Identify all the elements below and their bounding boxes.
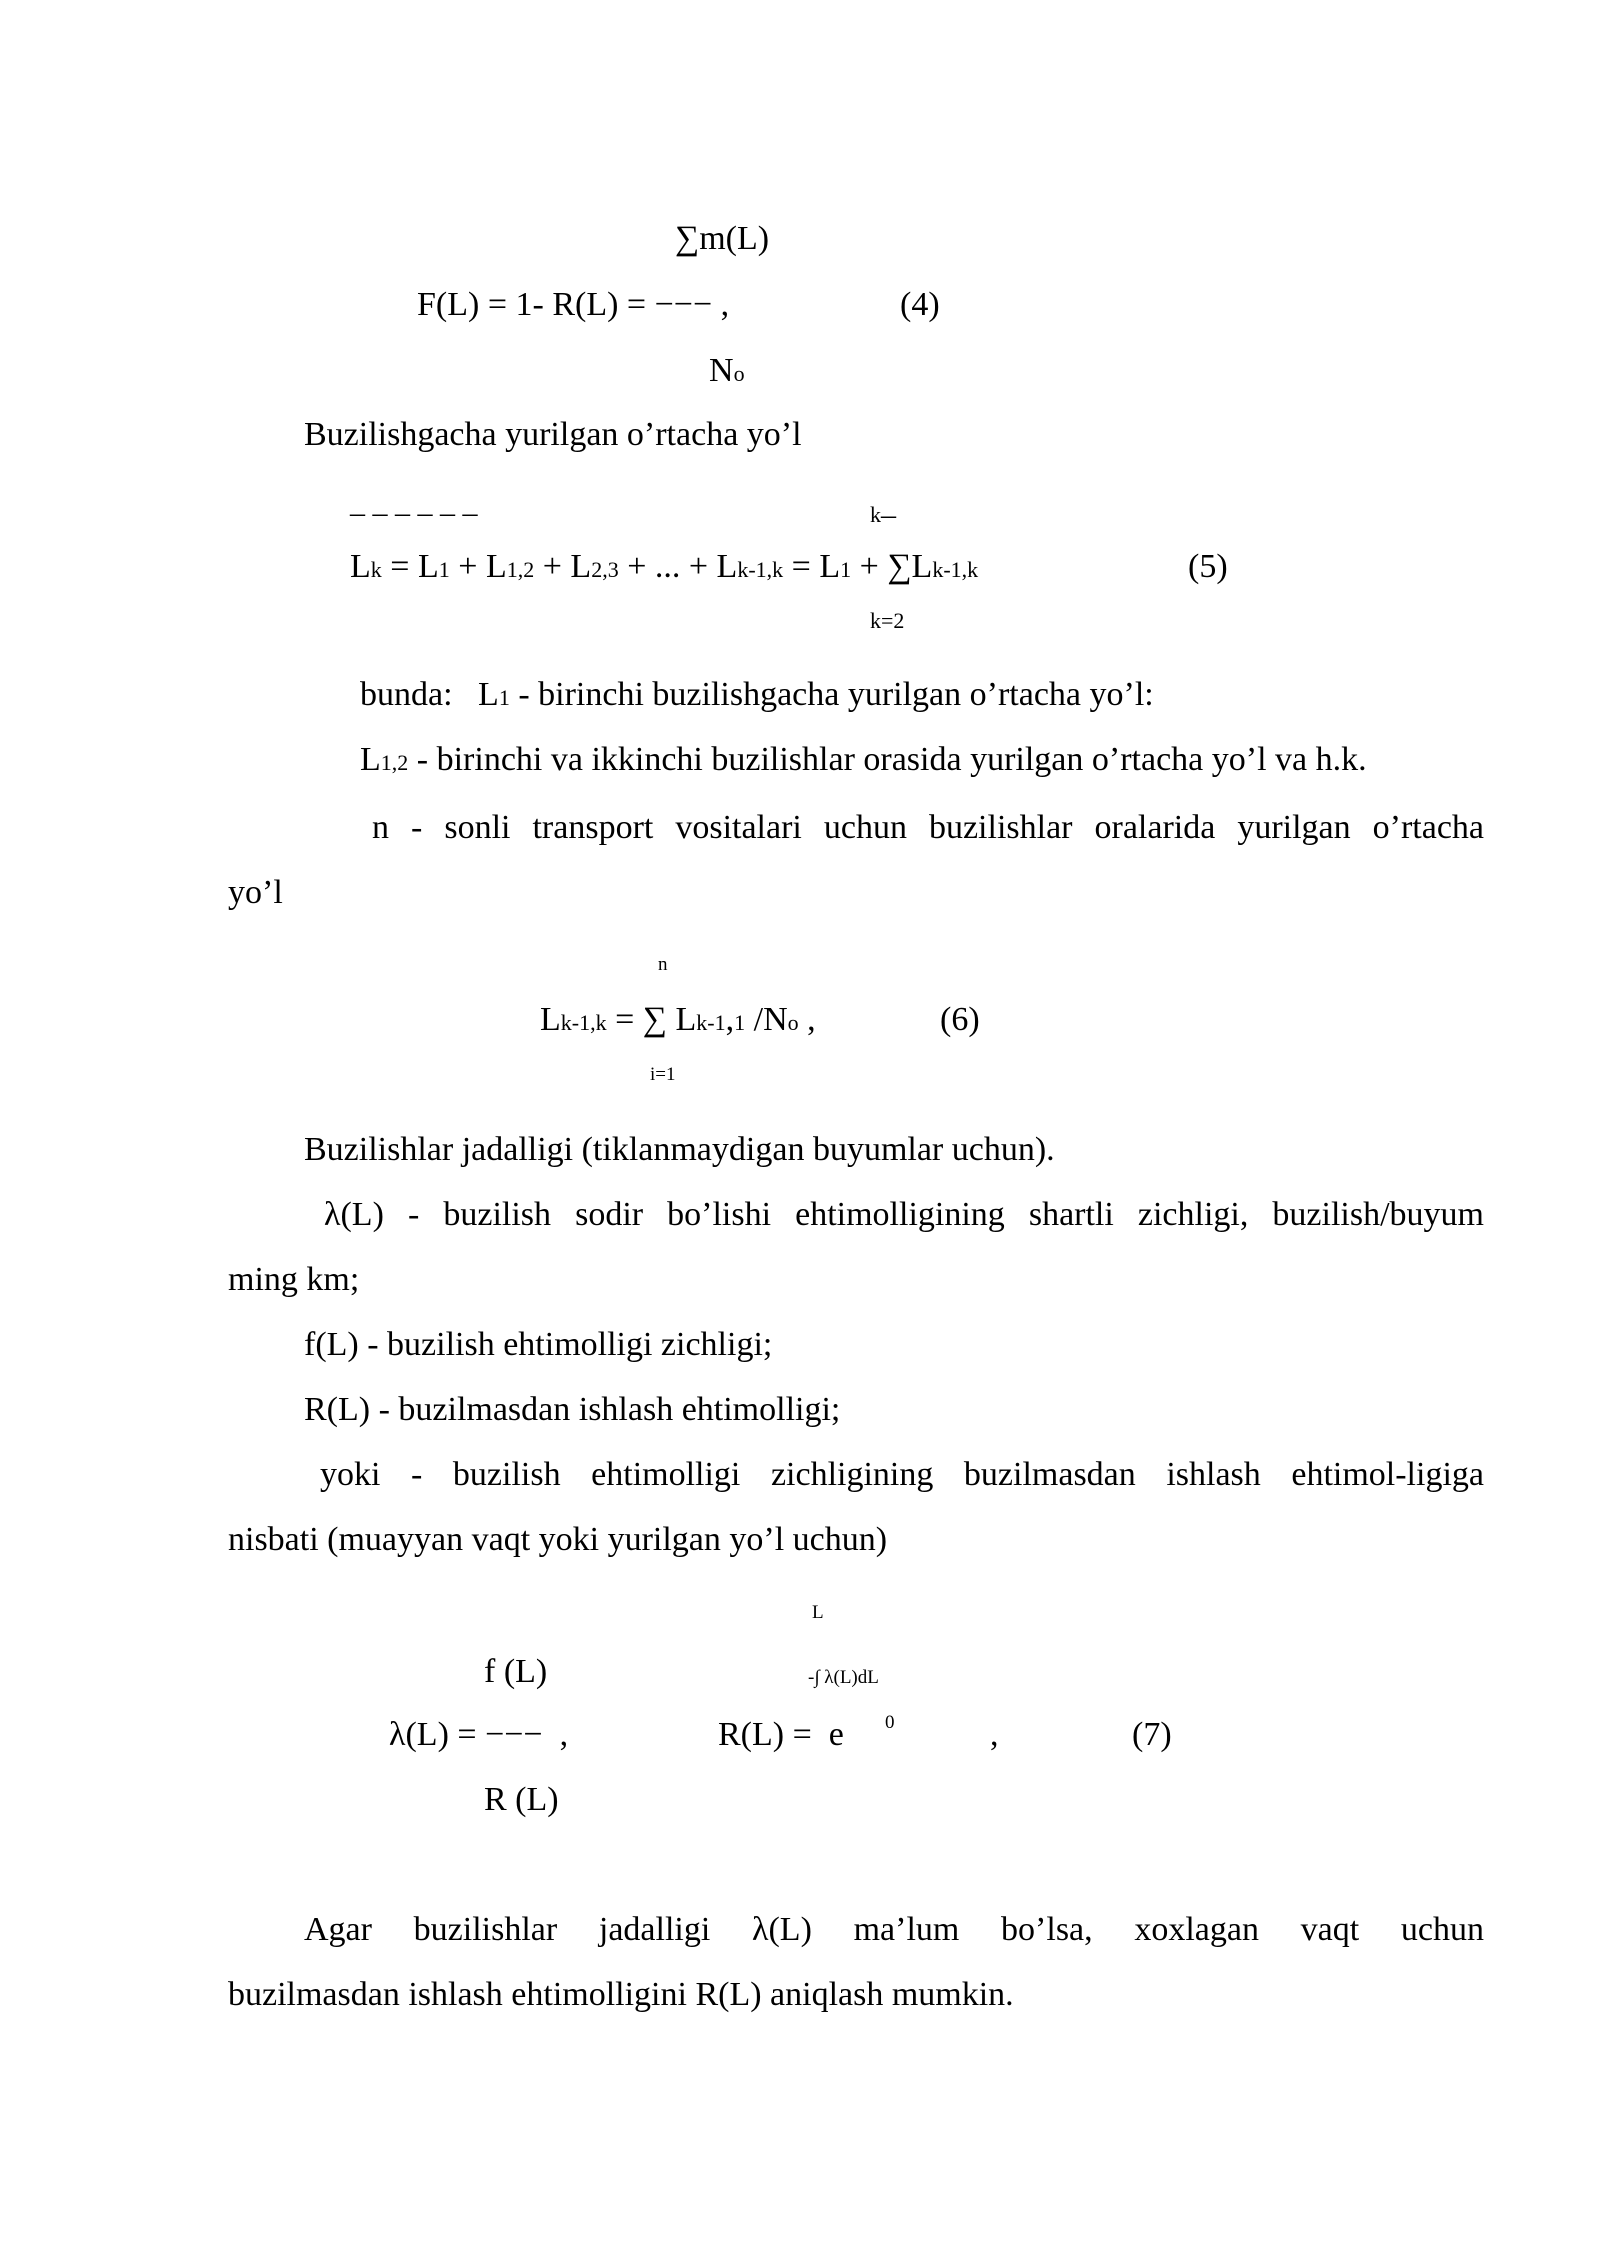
formula4-fraction-bar: −−− bbox=[654, 286, 713, 323]
lambda-definition-line2: ming km; bbox=[228, 1261, 360, 1298]
formula5-number: (5) bbox=[1188, 548, 1228, 585]
yoki-definition-line1: yoki - buzilish ehtimolligi zichligining buzilmasdan ishlash ehtimol-ligiga bbox=[320, 1456, 1484, 1493]
formula5-L1: L bbox=[417, 548, 439, 585]
formula5-Lk1k: L bbox=[716, 548, 738, 585]
formula6-top: n bbox=[658, 954, 668, 975]
bunda-n-line2: yo’l bbox=[228, 874, 283, 911]
formula5-expression bbox=[350, 550, 978, 584]
conclusion-line2: buzilmasdan ishlash ehtimolligini R(L) aniqlash mumkin. bbox=[228, 1976, 1014, 2013]
formula5-plus-b: + bbox=[534, 548, 571, 585]
conclusion-line1: Agar buzilishlar jadalligi λ(L) ma’lum bo’lsa, xoxlagan vaqt uchun bbox=[304, 1911, 1484, 1948]
formula6-tail: , bbox=[798, 1001, 816, 1038]
formula5-plus2: + bbox=[851, 548, 888, 585]
formula5-sigma-sub: k-1,k bbox=[932, 557, 979, 582]
formula5-dots: + ... + bbox=[618, 548, 717, 585]
bunda-L1-sub: 1 bbox=[498, 685, 510, 710]
formula4-denominator bbox=[709, 354, 745, 388]
formula5-Lk: L bbox=[350, 548, 371, 585]
formula5-eq: = bbox=[381, 548, 418, 585]
intensity-heading: Buzilishlar jadalligi (tiklanmaydigan buyumlar uchun). bbox=[304, 1131, 1055, 1168]
formula7-comma: , bbox=[990, 1716, 999, 1753]
formula5-L1b-sub: 1 bbox=[840, 557, 852, 582]
formula5-L1b: L bbox=[819, 548, 841, 585]
bunda-L1-line bbox=[360, 678, 1154, 712]
formula5-sigma: ∑L bbox=[887, 548, 933, 585]
bunda-L12-base: L bbox=[360, 741, 381, 778]
formula4-denominator-base: N bbox=[709, 352, 734, 389]
formula5-sum-top-bar: _ bbox=[881, 488, 896, 521]
lambda-definition-line1: λ(L) - buzilish sodir bo’lishi ehtimolligining shartli zichligi, buzilish/buyum bbox=[324, 1196, 1484, 1233]
formula6-sub4: o bbox=[787, 1010, 799, 1035]
R-definition: R(L) - buzilmasdan ishlash ehtimolligi; bbox=[304, 1391, 841, 1428]
formula4-comma: , bbox=[720, 286, 730, 323]
formula6-sub3: 1 bbox=[734, 1010, 746, 1035]
formula6-bottom: i=1 bbox=[650, 1064, 676, 1085]
formula5-L23: L bbox=[570, 548, 592, 585]
formula6-slash: /N bbox=[745, 1001, 788, 1038]
formula4-lhs-text: F(L) = 1- R(L) = bbox=[417, 286, 655, 323]
formula7-upper-limit: L bbox=[812, 1602, 824, 1623]
formula6-mid: = ∑ L bbox=[606, 1001, 697, 1038]
formula6-expression bbox=[540, 1003, 816, 1037]
formula7-lower-limit: 0 bbox=[885, 1712, 895, 1733]
lambda-definition bbox=[228, 1182, 1484, 1312]
formula5-L12-sub: 1,2 bbox=[506, 557, 535, 582]
formula6-sub2: k-1 bbox=[696, 1010, 726, 1035]
formula6-number: (6) bbox=[940, 1001, 980, 1038]
formula6-comma1: , bbox=[725, 1001, 735, 1038]
formula5-sum-top bbox=[870, 488, 896, 528]
formula7-denominator: R (L) bbox=[484, 1781, 559, 1818]
mean-distance-text: Buzilishgacha yurilgan o’rtacha yo’l bbox=[304, 416, 802, 453]
formula5-L1-sub: 1 bbox=[438, 557, 450, 582]
bunda-L1-text: - birinchi buzilishgacha yurilgan o’rtacha yo’l: bbox=[509, 676, 1154, 713]
yoki-definition bbox=[228, 1442, 1484, 1572]
formula5-L23-sub: 2,3 bbox=[591, 557, 619, 582]
formula7-exponent: -∫ λ(L)dL bbox=[808, 1667, 879, 1688]
formula5-plus: + bbox=[449, 548, 486, 585]
bunda-n-paragraph bbox=[228, 795, 1484, 925]
formula5-Lk1k-sub: k-1,k bbox=[737, 557, 784, 582]
conclusion-paragraph bbox=[228, 1897, 1484, 2027]
formula7-R-rhs: R(L) = e bbox=[718, 1716, 844, 1753]
formula4-lhs bbox=[417, 288, 729, 322]
formula5-sum-top-k: k bbox=[870, 502, 881, 527]
bunda-n-line1: n - sonli transport vositalari uchun buzilishlar oralarida yurilgan o’rtacha bbox=[372, 809, 1484, 846]
formula7-numerator: f (L) bbox=[484, 1653, 548, 1690]
f-definition: f(L) - buzilish ehtimolligi zichligi; bbox=[304, 1326, 773, 1363]
bunda-L12-line bbox=[360, 743, 1367, 777]
formula5-eq2: = bbox=[783, 548, 820, 585]
formula4-denominator-sub: o bbox=[733, 361, 745, 386]
formula5-overbars: _ _ _ _ _ _ bbox=[350, 486, 478, 519]
formula6-sub1: k-1,k bbox=[560, 1010, 607, 1035]
bunda-L1-base: L bbox=[478, 676, 499, 713]
formula7-number: (7) bbox=[1132, 1716, 1172, 1753]
formula4-number: (4) bbox=[900, 286, 940, 323]
formula6-L: L bbox=[540, 1001, 561, 1038]
bunda-L12-sub: 1,2 bbox=[380, 750, 409, 775]
formula5-L12: L bbox=[485, 548, 507, 585]
formula4-numerator: ∑m(L) bbox=[675, 220, 770, 257]
bunda-label: bunda: bbox=[360, 676, 453, 713]
formula5-sum-bottom: k=2 bbox=[870, 608, 905, 633]
yoki-definition-line2: nisbati (muayyan vaqt yoki yurilgan yo’l uchun) bbox=[228, 1521, 888, 1558]
formula5-Lk-sub: k bbox=[370, 557, 382, 582]
bunda-L12-text: - birinchi va ikkinchi buzilishlar orasida yurilgan o’rtacha yo’l va h.k. bbox=[408, 741, 1367, 778]
formula7-lambda-lhs: λ(L) = −−− , bbox=[389, 1716, 569, 1753]
